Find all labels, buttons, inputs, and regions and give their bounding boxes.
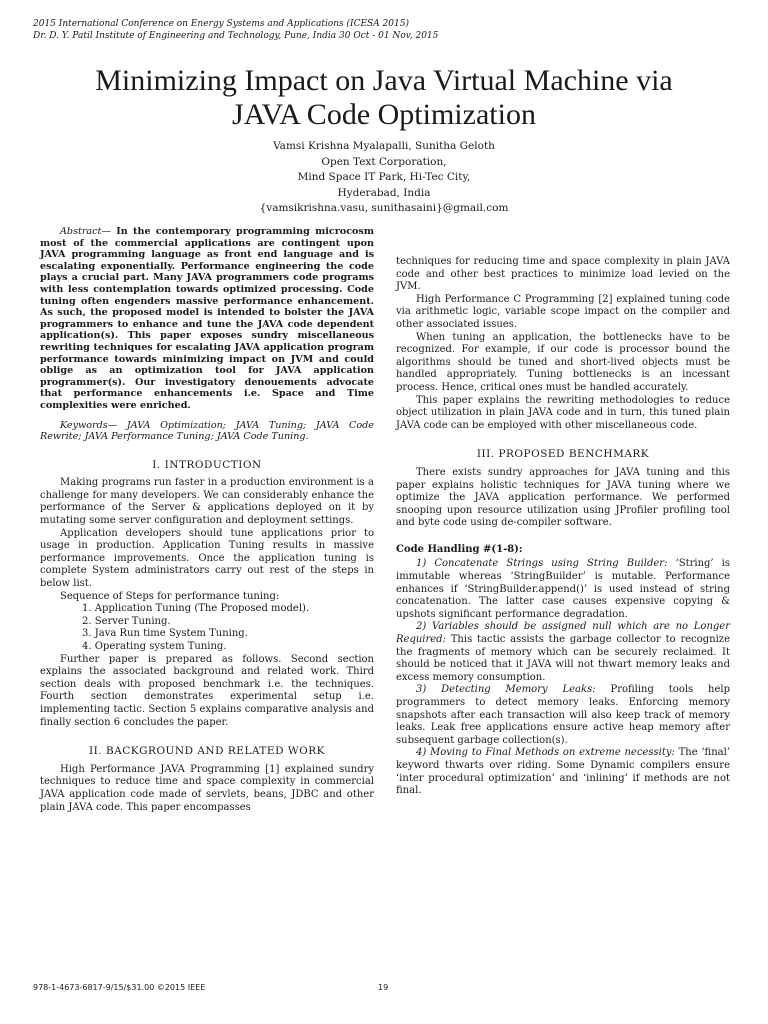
author-email: {vamsikrishna.vasu, sunithasaini}@gmail.com: [259, 202, 509, 214]
code-handling-item: [396, 684, 730, 747]
keywords: [40, 420, 374, 443]
item-body: Profiling tools help programmers to detect memory leaks. Enforcing memory snapshots after each transaction will also keep track of memory leaks. Leak free applications ensure active heap memory after subsequent garbage collection(s).: [396, 684, 730, 746]
item-body: This tactic assists the garbage collector to recognize the fragments of memory which can be securely reclaimed. It should be noticed that it JAVA will not thwart memory leaks and excess memory consumption.: [396, 634, 730, 683]
keywords-lead: Keywords—: [60, 419, 118, 431]
conference-name: 2015 International Conference on Energy Systems and Applications (ICESA 2015): [33, 19, 409, 29]
item-body: ‘String’ is immutable whereas ‘StringBuilder’ is mutable. Performance enhances if ‘StringBuilder.append()’ is used instead of string concatenation. The latter case causes expensive copying & upshots significant performance degradation.: [396, 558, 731, 620]
keywords-body: JAVA Optimization; JAVA Tuning; JAVA Code Rewrite; JAVA Performance Tuning; JAVA Code Tuning.: [40, 419, 374, 443]
title-line-2: JAVA Code Optimization: [232, 98, 536, 131]
abstract-lead: Abstract—: [60, 226, 111, 237]
author-address-2: Hyderabad, India: [337, 186, 431, 199]
conference-venue: Dr. D. Y. Patil Institute of Engineering and Technology, Pune, India 30 Oct - 01 Nov, 2015: [33, 31, 439, 41]
code-handling-item: [396, 747, 730, 797]
background-paragraph-4: This paper explains the rewriting methodologies to reduce object utilization in plain JAVA code and in turn, this tuned plain JAVA code can be employed with other miscellaneous code.: [396, 394, 730, 431]
item-title: 4) Moving to Final Methods on extreme necessity:: [416, 747, 675, 759]
author-organization: Open Text Corporation,: [321, 155, 447, 168]
author-block: [0, 139, 768, 217]
right-column: [396, 256, 730, 798]
section-heading-benchmark: III. PROPOSED BENCHMARK: [476, 448, 650, 461]
author-names: Vamsi Krishna Myalapalli, Sunitha Geloth: [273, 140, 495, 152]
background-paragraph-3: When tuning an application, the bottlenecks have to be recognized. For example, if our code is processor bound the algorithms should be tuned and short-lived objects must be handled appropriately. Tuning bottlenecks is an incessant process. Hence, critical ones must be handled accurately.: [396, 331, 730, 393]
footer-copyright: 978-1-4673-6817-9/15/$31.00 ©2015 IEEE: [33, 983, 206, 992]
code-handling-item: [396, 558, 730, 621]
item-body: The ‘final’ keyword thwarts over riding. Some Dynamic compilers ensure ‘inter procedural optimization’ and ‘inlining’ if methods are not final.: [396, 747, 730, 797]
abstract: [40, 226, 374, 412]
item-title: 3) Detecting Memory Leaks:: [416, 684, 596, 696]
tuning-step: 1. Application Tuning (The Proposed model).: [82, 603, 310, 615]
author-address-1: Mind Space IT Park, Hi-Tec City,: [297, 171, 471, 183]
tuning-step: 3. Java Run time System Tuning.: [82, 628, 248, 640]
code-handling-item: [396, 621, 730, 684]
item-title: 2) Variables should be assigned null which are no Longer Required:: [396, 621, 730, 646]
background-paragraph-1-continued: techniques for reducing time and space complexity in plain JAVA code and other best practices to minimize load levied on the JVM.: [396, 256, 730, 293]
abstract-body: In the contemporary programming microcosm most of the commercial applications are contingent upon JAVA programming language as front end language and is escalating exponentially. Performance engineering the code plays a crucial part. Many JAVA programmers code programs with less contemplation towards optimized processing. Code tuning often engenders massive performance enhancement. As such, the proposed model is intended to bolster the JAVA programmers to enhance and tune the JAVA code dependent application(s). This paper exposes sundry miscellaneous rewriting techniques for escalating JAVA application program performance towards minimizing impact on JVM and could oblige as an optimization tool for JAVA application programmer(s). Our investigatory denouements advocate that performance enhancements i.e. Space and Time complexities were enriched.: [40, 226, 374, 411]
background-paragraph-2: High Performance C Programming [2] explained tuning code via arithmetic logic, variable scope impact on the compiler and other associated issues.: [396, 293, 730, 330]
title-line-1: Minimizing Impact on Java Virtual Machine via: [95, 64, 673, 97]
paper-title: [0, 64, 768, 132]
intro-paragraph-4: Further paper is prepared as follows. Second section explains the associated background and related work. Third section deals with proposed benchmark i.e. the techniques. Fourth section demonstrates experimental setup i.e. implementing tactic. Section 5 explains comparative analysis and finally section 6 concludes the paper.: [40, 653, 374, 728]
left-column: [40, 226, 374, 814]
conference-header: [33, 18, 438, 42]
section-heading-introduction: I. INTRODUCTION: [152, 458, 262, 471]
tuning-step: 2. Server Tuning.: [82, 615, 171, 627]
intro-paragraph-2: Application developers should tune applications prior to usage in production. Application Tuning results in massive performance improvements. Once the application tuning is complete System administrators carry out rest of the steps in below list.: [40, 527, 374, 590]
page-number: 19: [378, 983, 389, 992]
tuning-step: 4. Operating system Tuning.: [82, 641, 227, 652]
item-title: 1) Concatenate Strings using String Builder:: [416, 558, 668, 570]
code-handling-subheading: Code Handling #(1-8):: [396, 543, 523, 555]
background-paragraph-1: High Performance JAVA Programming [1] explained sundry techniques to reduce time and space complexity in commercial JAVA application code made of servlets, beans, JDBC and other plain JAVA code. This paper encompasses: [40, 763, 374, 813]
section-heading-background: II. BACKGROUND AND RELATED WORK: [89, 745, 325, 758]
intro-paragraph-3: Sequence of Steps for performance tuning:: [60, 590, 280, 602]
intro-paragraph-1: Making programs run faster in a production environment is a challenge for many developers. We can considerably enhance the performance of the Server & applications deployed on it by mutating some server configuration and deployment settings.: [40, 477, 374, 527]
benchmark-paragraph-1: There exists sundry approaches for JAVA tuning and this paper explains holistic techniques for JAVA tuning where we optimize the JAVA application performance. We performed snooping upon resource utilization using JProfiler profiling tool and byte code using de-compiler software.: [396, 466, 730, 529]
